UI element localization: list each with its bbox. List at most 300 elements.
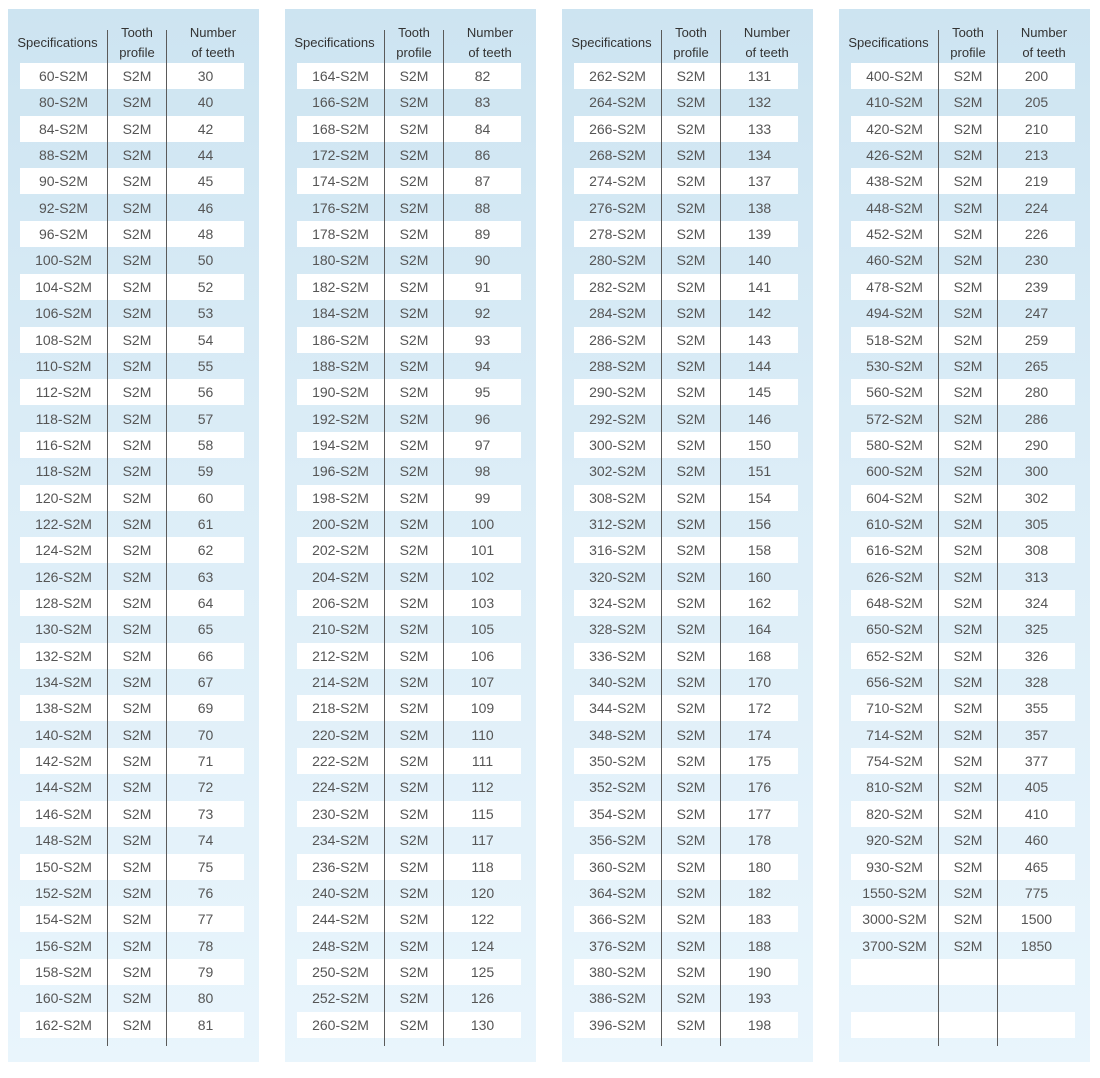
teeth-count-cell: 328 — [1024, 674, 1049, 691]
table-row — [20, 748, 244, 774]
teeth-count-cell: 162 — [747, 595, 772, 611]
spec-cell: 354-S2M — [589, 805, 646, 822]
table-row — [851, 195, 1075, 221]
spec-cell: 376-S2M — [589, 937, 646, 954]
teeth-count-cell: 405 — [1024, 779, 1049, 796]
table-row — [851, 906, 1075, 932]
table-row — [574, 511, 798, 537]
teeth-count-cell: 59 — [197, 463, 214, 480]
spec-cell: 138-S2M — [35, 700, 92, 717]
spec-cell: 130-S2M — [35, 621, 92, 638]
spec-cell: 264-S2M — [589, 94, 646, 111]
spec-cell: 126-S2M — [35, 568, 92, 585]
spec-cell: 616-S2M — [866, 542, 923, 559]
spec-cell: 600-S2M — [866, 463, 923, 480]
spec-cell: 244-S2M — [312, 911, 369, 928]
table-row — [851, 959, 1075, 985]
teeth-count-cell: 101 — [470, 542, 495, 559]
spec-cell: 90-S2M — [38, 173, 89, 190]
table-row — [20, 195, 244, 221]
tooth-profile-cell: S2M — [399, 120, 429, 137]
tooth-profile-cell: S2M — [122, 252, 152, 269]
spec-cell: 344-S2M — [589, 700, 646, 717]
table-row — [851, 1012, 1075, 1038]
teeth-count-cell: 92 — [474, 305, 491, 322]
teeth-count-cell: 76 — [197, 884, 214, 901]
table-row — [20, 827, 244, 853]
spec-cell: 280-S2M — [589, 252, 646, 269]
spec-cell: 810-S2M — [866, 779, 923, 796]
tooth-profile-cell: S2M — [953, 805, 983, 822]
spec-cell: 134-S2M — [35, 674, 92, 691]
tooth-profile-cell: S2M — [399, 753, 429, 770]
column-divider — [997, 30, 998, 1046]
table-row — [851, 933, 1075, 959]
tooth-profile-cell: S2M — [399, 331, 429, 348]
spec-cell: 656-S2M — [866, 674, 923, 691]
spec-table-2 — [285, 9, 536, 1062]
tooth-profile-cell: S2M — [122, 805, 152, 822]
table-row — [574, 801, 798, 827]
tooth-profile-cell: S2M — [399, 252, 429, 269]
table-row — [297, 327, 521, 353]
table-row — [297, 959, 521, 985]
teeth-count-cell: 88 — [474, 199, 491, 216]
table-row — [297, 801, 521, 827]
teeth-count-cell: 174 — [747, 726, 772, 743]
spec-cell: 266-S2M — [589, 120, 646, 137]
tooth-profile-cell: S2M — [399, 858, 429, 875]
teeth-count-cell: 150 — [747, 436, 772, 453]
teeth-count-cell: 58 — [197, 436, 214, 453]
table-row — [297, 89, 521, 115]
teeth-count-cell: 1500 — [1020, 911, 1053, 928]
table-row — [574, 327, 798, 353]
table-row — [851, 247, 1075, 273]
tooth-profile-cell: S2M — [399, 1016, 429, 1033]
tooth-profile-cell: S2M — [399, 357, 429, 374]
tooth-profile-cell: S2M — [953, 226, 983, 243]
spec-cell: 96-S2M — [38, 226, 89, 243]
table-row — [851, 801, 1075, 827]
teeth-count-cell: 139 — [747, 226, 772, 243]
spec-cell: 478-S2M — [866, 278, 923, 295]
table-row — [297, 590, 521, 616]
spec-cell: 352-S2M — [589, 779, 646, 796]
teeth-count-cell: 205 — [1024, 94, 1049, 111]
table-row — [574, 485, 798, 511]
spec-cell: 168-S2M — [312, 120, 369, 137]
teeth-count-cell: 64 — [197, 595, 214, 611]
spec-cell: 112-S2M — [35, 384, 92, 401]
spec-cell: 60-S2M — [38, 68, 89, 84]
teeth-count-cell: 145 — [747, 384, 772, 401]
teeth-count-cell: 30 — [197, 68, 214, 84]
teeth-count-cell: 81 — [197, 1016, 214, 1033]
tooth-profile-cell: S2M — [676, 805, 706, 822]
teeth-count-cell: 164 — [747, 621, 772, 638]
tooth-profile-cell: S2M — [953, 726, 983, 743]
teeth-count-cell: 75 — [197, 858, 214, 875]
table-row — [851, 880, 1075, 906]
table-row — [851, 63, 1075, 89]
table-row — [20, 221, 244, 247]
spec-cell: 366-S2M — [589, 911, 646, 928]
column-divider — [661, 30, 662, 1046]
tooth-profile-cell — [938, 985, 998, 1011]
teeth-count-cell: 239 — [1024, 278, 1049, 295]
tooth-profile-cell: S2M — [122, 779, 152, 796]
table-row — [574, 933, 798, 959]
table-row — [20, 168, 244, 194]
teeth-count-cell: 79 — [197, 963, 214, 980]
tooth-profile-cell: S2M — [399, 173, 429, 190]
spec-cell: 118-S2M — [35, 463, 92, 480]
tooth-profile-cell: S2M — [399, 147, 429, 164]
table-row — [574, 959, 798, 985]
teeth-count-cell: 224 — [1024, 199, 1049, 216]
table-row — [574, 221, 798, 247]
spec-cell: 438-S2M — [866, 173, 923, 190]
table-row — [851, 564, 1075, 590]
spec-cell: 714-S2M — [866, 726, 923, 743]
teeth-count-cell: 465 — [1024, 858, 1049, 875]
tooth-profile-cell: S2M — [676, 199, 706, 216]
tooth-profile-cell: S2M — [122, 278, 152, 295]
header-number-line1: Number — [1020, 25, 1068, 40]
spec-cell — [851, 959, 938, 985]
tooth-profile-cell: S2M — [399, 884, 429, 901]
spec-cell: 144-S2M — [35, 779, 92, 796]
tooth-profile-cell: S2M — [953, 595, 983, 611]
teeth-count-cell: 146 — [747, 410, 772, 427]
spec-cell: 146-S2M — [35, 805, 92, 822]
teeth-count-cell: 95 — [474, 384, 491, 401]
tooth-profile-cell: S2M — [122, 990, 152, 1007]
teeth-count-cell: 410 — [1024, 805, 1049, 822]
tooth-profile-cell: S2M — [953, 68, 983, 84]
teeth-count-cell: 83 — [474, 94, 491, 111]
spec-cell: 312-S2M — [589, 515, 646, 532]
teeth-count-cell: 82 — [474, 68, 491, 84]
tooth-profile-cell: S2M — [676, 463, 706, 480]
header-tooth-line1: Tooth — [675, 25, 707, 40]
tooth-profile-cell: S2M — [676, 436, 706, 453]
teeth-count-cell: 140 — [747, 252, 772, 269]
teeth-count-cell: 151 — [747, 463, 772, 480]
tooth-profile-cell: S2M — [122, 173, 152, 190]
teeth-count-cell: 182 — [747, 884, 772, 901]
header-number-line2: of teeth — [468, 45, 512, 60]
teeth-count-cell: 90 — [474, 252, 491, 269]
tooth-profile-cell: S2M — [676, 120, 706, 137]
tooth-profile-cell: S2M — [676, 911, 706, 928]
table-row — [297, 485, 521, 511]
spec-cell: 212-S2M — [312, 647, 369, 664]
tooth-profile-cell: S2M — [676, 515, 706, 532]
teeth-count-cell: 54 — [197, 331, 214, 348]
spec-cell: 230-S2M — [312, 805, 369, 822]
teeth-count-cell: 125 — [470, 963, 495, 980]
spec-cell: 196-S2M — [312, 463, 369, 480]
spec-cell: 80-S2M — [38, 94, 89, 111]
spec-cell: 360-S2M — [589, 858, 646, 875]
spec-cell: 410-S2M — [866, 94, 923, 111]
table-row — [297, 274, 521, 300]
teeth-count-cell: 226 — [1024, 226, 1049, 243]
teeth-count-cell: 91 — [474, 278, 491, 295]
spec-cell: 282-S2M — [589, 278, 646, 295]
teeth-count-cell: 247 — [1024, 305, 1049, 322]
table-row — [574, 353, 798, 379]
teeth-count-cell: 61 — [197, 515, 214, 532]
table-row — [297, 1012, 521, 1038]
tooth-profile-cell: S2M — [122, 331, 152, 348]
tooth-profile-cell: S2M — [122, 384, 152, 401]
teeth-count-cell: 144 — [747, 357, 772, 374]
spec-cell: 148-S2M — [35, 832, 92, 849]
tooth-profile-cell: S2M — [676, 963, 706, 980]
teeth-count-cell: 120 — [470, 884, 495, 901]
table-row — [851, 406, 1075, 432]
spec-cell — [851, 1012, 938, 1038]
spec-cell: 252-S2M — [312, 990, 369, 1007]
tooth-profile-cell: S2M — [399, 489, 429, 506]
header-number-line1: Number — [743, 25, 791, 40]
table-row — [20, 801, 244, 827]
table-row — [20, 379, 244, 405]
teeth-count-cell: 156 — [747, 515, 772, 532]
teeth-count-cell: 1850 — [1020, 937, 1053, 954]
tooth-profile-cell: S2M — [953, 463, 983, 480]
table-row — [20, 669, 244, 695]
tooth-profile-cell: S2M — [953, 384, 983, 401]
teeth-count-cell: 96 — [474, 410, 491, 427]
table-row — [20, 63, 244, 89]
teeth-count-cell — [998, 985, 1075, 1011]
teeth-count-cell: 141 — [747, 278, 772, 295]
table-row — [20, 247, 244, 273]
tooth-profile-cell: S2M — [676, 1016, 706, 1033]
tooth-profile-cell: S2M — [399, 515, 429, 532]
teeth-count-cell: 198 — [747, 1016, 772, 1033]
tooth-profile-cell: S2M — [399, 410, 429, 427]
tooth-profile-cell: S2M — [676, 410, 706, 427]
teeth-count-cell: 290 — [1024, 436, 1049, 453]
header-number-line2: of teeth — [191, 45, 235, 60]
teeth-count-cell: 98 — [474, 463, 491, 480]
tooth-profile-cell: S2M — [399, 963, 429, 980]
spec-cell: 120-S2M — [35, 489, 92, 506]
spec-cell: 142-S2M — [35, 753, 92, 770]
table-row — [20, 142, 244, 168]
spec-cell: 3000-S2M — [862, 911, 927, 928]
teeth-count-cell: 45 — [197, 173, 214, 190]
tooth-profile-cell: S2M — [399, 674, 429, 691]
teeth-count-cell: 72 — [197, 779, 214, 796]
teeth-count-cell: 180 — [747, 858, 772, 875]
teeth-count-cell: 170 — [747, 674, 772, 691]
spec-cell: 128-S2M — [35, 595, 92, 611]
spec-cell: 3700-S2M — [862, 937, 927, 954]
header-number-of-teeth — [998, 23, 1090, 63]
teeth-count-cell: 53 — [197, 305, 214, 322]
spec-cell: 308-S2M — [589, 489, 646, 506]
spec-cell: 560-S2M — [866, 384, 923, 401]
tooth-profile-cell: S2M — [953, 515, 983, 532]
tooth-profile-cell: S2M — [122, 94, 152, 111]
teeth-count-cell: 460 — [1024, 832, 1049, 849]
table-row — [851, 485, 1075, 511]
spec-cell: 198-S2M — [312, 489, 369, 506]
teeth-count-cell: 200 — [1024, 68, 1049, 84]
teeth-count-cell: 286 — [1024, 410, 1049, 427]
table-row — [851, 274, 1075, 300]
header-tooth-line1: Tooth — [952, 25, 984, 40]
tooth-profile-cell: S2M — [676, 384, 706, 401]
table-row — [574, 854, 798, 880]
table-row — [20, 458, 244, 484]
spec-cell: 364-S2M — [589, 884, 646, 901]
table-row — [20, 89, 244, 115]
table-row — [851, 379, 1075, 405]
tooth-profile-cell: S2M — [676, 674, 706, 691]
table-row — [20, 643, 244, 669]
table-row — [297, 406, 521, 432]
spec-cell: 380-S2M — [589, 963, 646, 980]
table-row — [574, 695, 798, 721]
tooth-profile-cell: S2M — [399, 595, 429, 611]
tooth-profile-cell: S2M — [953, 753, 983, 770]
tooth-profile-cell: S2M — [122, 753, 152, 770]
teeth-count-cell: 62 — [197, 542, 214, 559]
table-row — [20, 880, 244, 906]
header-specifications: Specifications — [848, 35, 929, 50]
teeth-count-cell: 126 — [470, 990, 495, 1007]
teeth-count-cell: 138 — [747, 199, 772, 216]
teeth-count-cell: 210 — [1024, 120, 1049, 137]
table-row — [297, 379, 521, 405]
spec-cell: 172-S2M — [312, 147, 369, 164]
table-row — [851, 458, 1075, 484]
teeth-count-cell: 193 — [747, 990, 772, 1007]
table-row — [20, 933, 244, 959]
teeth-count-cell: 175 — [747, 753, 772, 770]
spec-cell: 222-S2M — [312, 753, 369, 770]
spec-cell: 180-S2M — [312, 252, 369, 269]
tooth-profile-cell: S2M — [676, 884, 706, 901]
table-row — [297, 247, 521, 273]
teeth-count-cell: 87 — [474, 173, 491, 190]
header-number-line1: Number — [466, 25, 514, 40]
teeth-count-cell: 57 — [197, 410, 214, 427]
teeth-count-cell: 109 — [470, 700, 495, 717]
spec-cell: 140-S2M — [35, 726, 92, 743]
teeth-count-cell: 188 — [747, 937, 772, 954]
tooth-profile-cell: S2M — [953, 700, 983, 717]
tooth-profile-cell: S2M — [122, 226, 152, 243]
spec-cell: 356-S2M — [589, 832, 646, 849]
spec-cell: 158-S2M — [35, 963, 92, 980]
teeth-count-cell — [998, 1012, 1075, 1038]
tooth-profile-cell: S2M — [122, 410, 152, 427]
header-number-of-teeth — [444, 23, 536, 63]
teeth-count-cell: 97 — [474, 436, 491, 453]
table-row — [20, 406, 244, 432]
table-row — [851, 669, 1075, 695]
spec-cell: 116-S2M — [35, 436, 92, 453]
spec-cell: 236-S2M — [312, 858, 369, 875]
header-specifications: Specifications — [571, 35, 652, 50]
table-row — [574, 89, 798, 115]
tooth-profile-cell: S2M — [399, 990, 429, 1007]
tooth-profile-cell: S2M — [676, 331, 706, 348]
table-row — [574, 274, 798, 300]
table-row — [297, 827, 521, 853]
tooth-profile-cell: S2M — [953, 357, 983, 374]
spec-cell: 420-S2M — [866, 120, 923, 137]
tooth-profile-cell: S2M — [399, 226, 429, 243]
tooth-profile-cell: S2M — [676, 779, 706, 796]
table-row — [297, 300, 521, 326]
table-row — [574, 116, 798, 142]
tooth-profile-cell: S2M — [953, 331, 983, 348]
table-row — [20, 722, 244, 748]
table-row — [851, 89, 1075, 115]
table-row — [851, 985, 1075, 1011]
teeth-count-cell: 56 — [197, 384, 214, 401]
header-tooth-profile — [939, 23, 997, 63]
spec-cell: 178-S2M — [312, 226, 369, 243]
spec-cell: 572-S2M — [866, 410, 923, 427]
spec-cell: 106-S2M — [35, 305, 92, 322]
table-row — [297, 564, 521, 590]
spec-cell: 200-S2M — [312, 515, 369, 532]
tooth-profile-cell: S2M — [953, 858, 983, 875]
spec-cell: 202-S2M — [312, 542, 369, 559]
table-row — [297, 195, 521, 221]
tooth-profile-cell: S2M — [399, 779, 429, 796]
teeth-count-cell: 80 — [197, 990, 214, 1007]
table-row — [20, 1012, 244, 1038]
header-tooth-line1: Tooth — [121, 25, 153, 40]
tooth-profile-cell: S2M — [676, 68, 706, 84]
table-row — [297, 880, 521, 906]
tooth-profile-cell: S2M — [676, 278, 706, 295]
tooth-profile-cell: S2M — [676, 542, 706, 559]
teeth-count-cell: 134 — [747, 147, 772, 164]
table-row — [574, 63, 798, 89]
spec-cell: 290-S2M — [589, 384, 646, 401]
tooth-profile-cell: S2M — [953, 542, 983, 559]
teeth-count-cell: 105 — [470, 621, 495, 638]
spec-table-1 — [8, 9, 259, 1062]
tooth-profile-cell: S2M — [676, 832, 706, 849]
tooth-profile-cell: S2M — [953, 436, 983, 453]
table-row — [20, 590, 244, 616]
tooth-profile-cell: S2M — [399, 384, 429, 401]
table-row — [574, 379, 798, 405]
header-specifications: Specifications — [294, 35, 375, 50]
teeth-count-cell: 103 — [470, 595, 495, 611]
table-row — [297, 511, 521, 537]
spec-cell: 224-S2M — [312, 779, 369, 796]
tooth-profile-cell: S2M — [399, 568, 429, 585]
spec-cell: 190-S2M — [312, 384, 369, 401]
tooth-profile-cell: S2M — [953, 278, 983, 295]
spec-cell: 154-S2M — [35, 911, 92, 928]
table-row — [851, 643, 1075, 669]
